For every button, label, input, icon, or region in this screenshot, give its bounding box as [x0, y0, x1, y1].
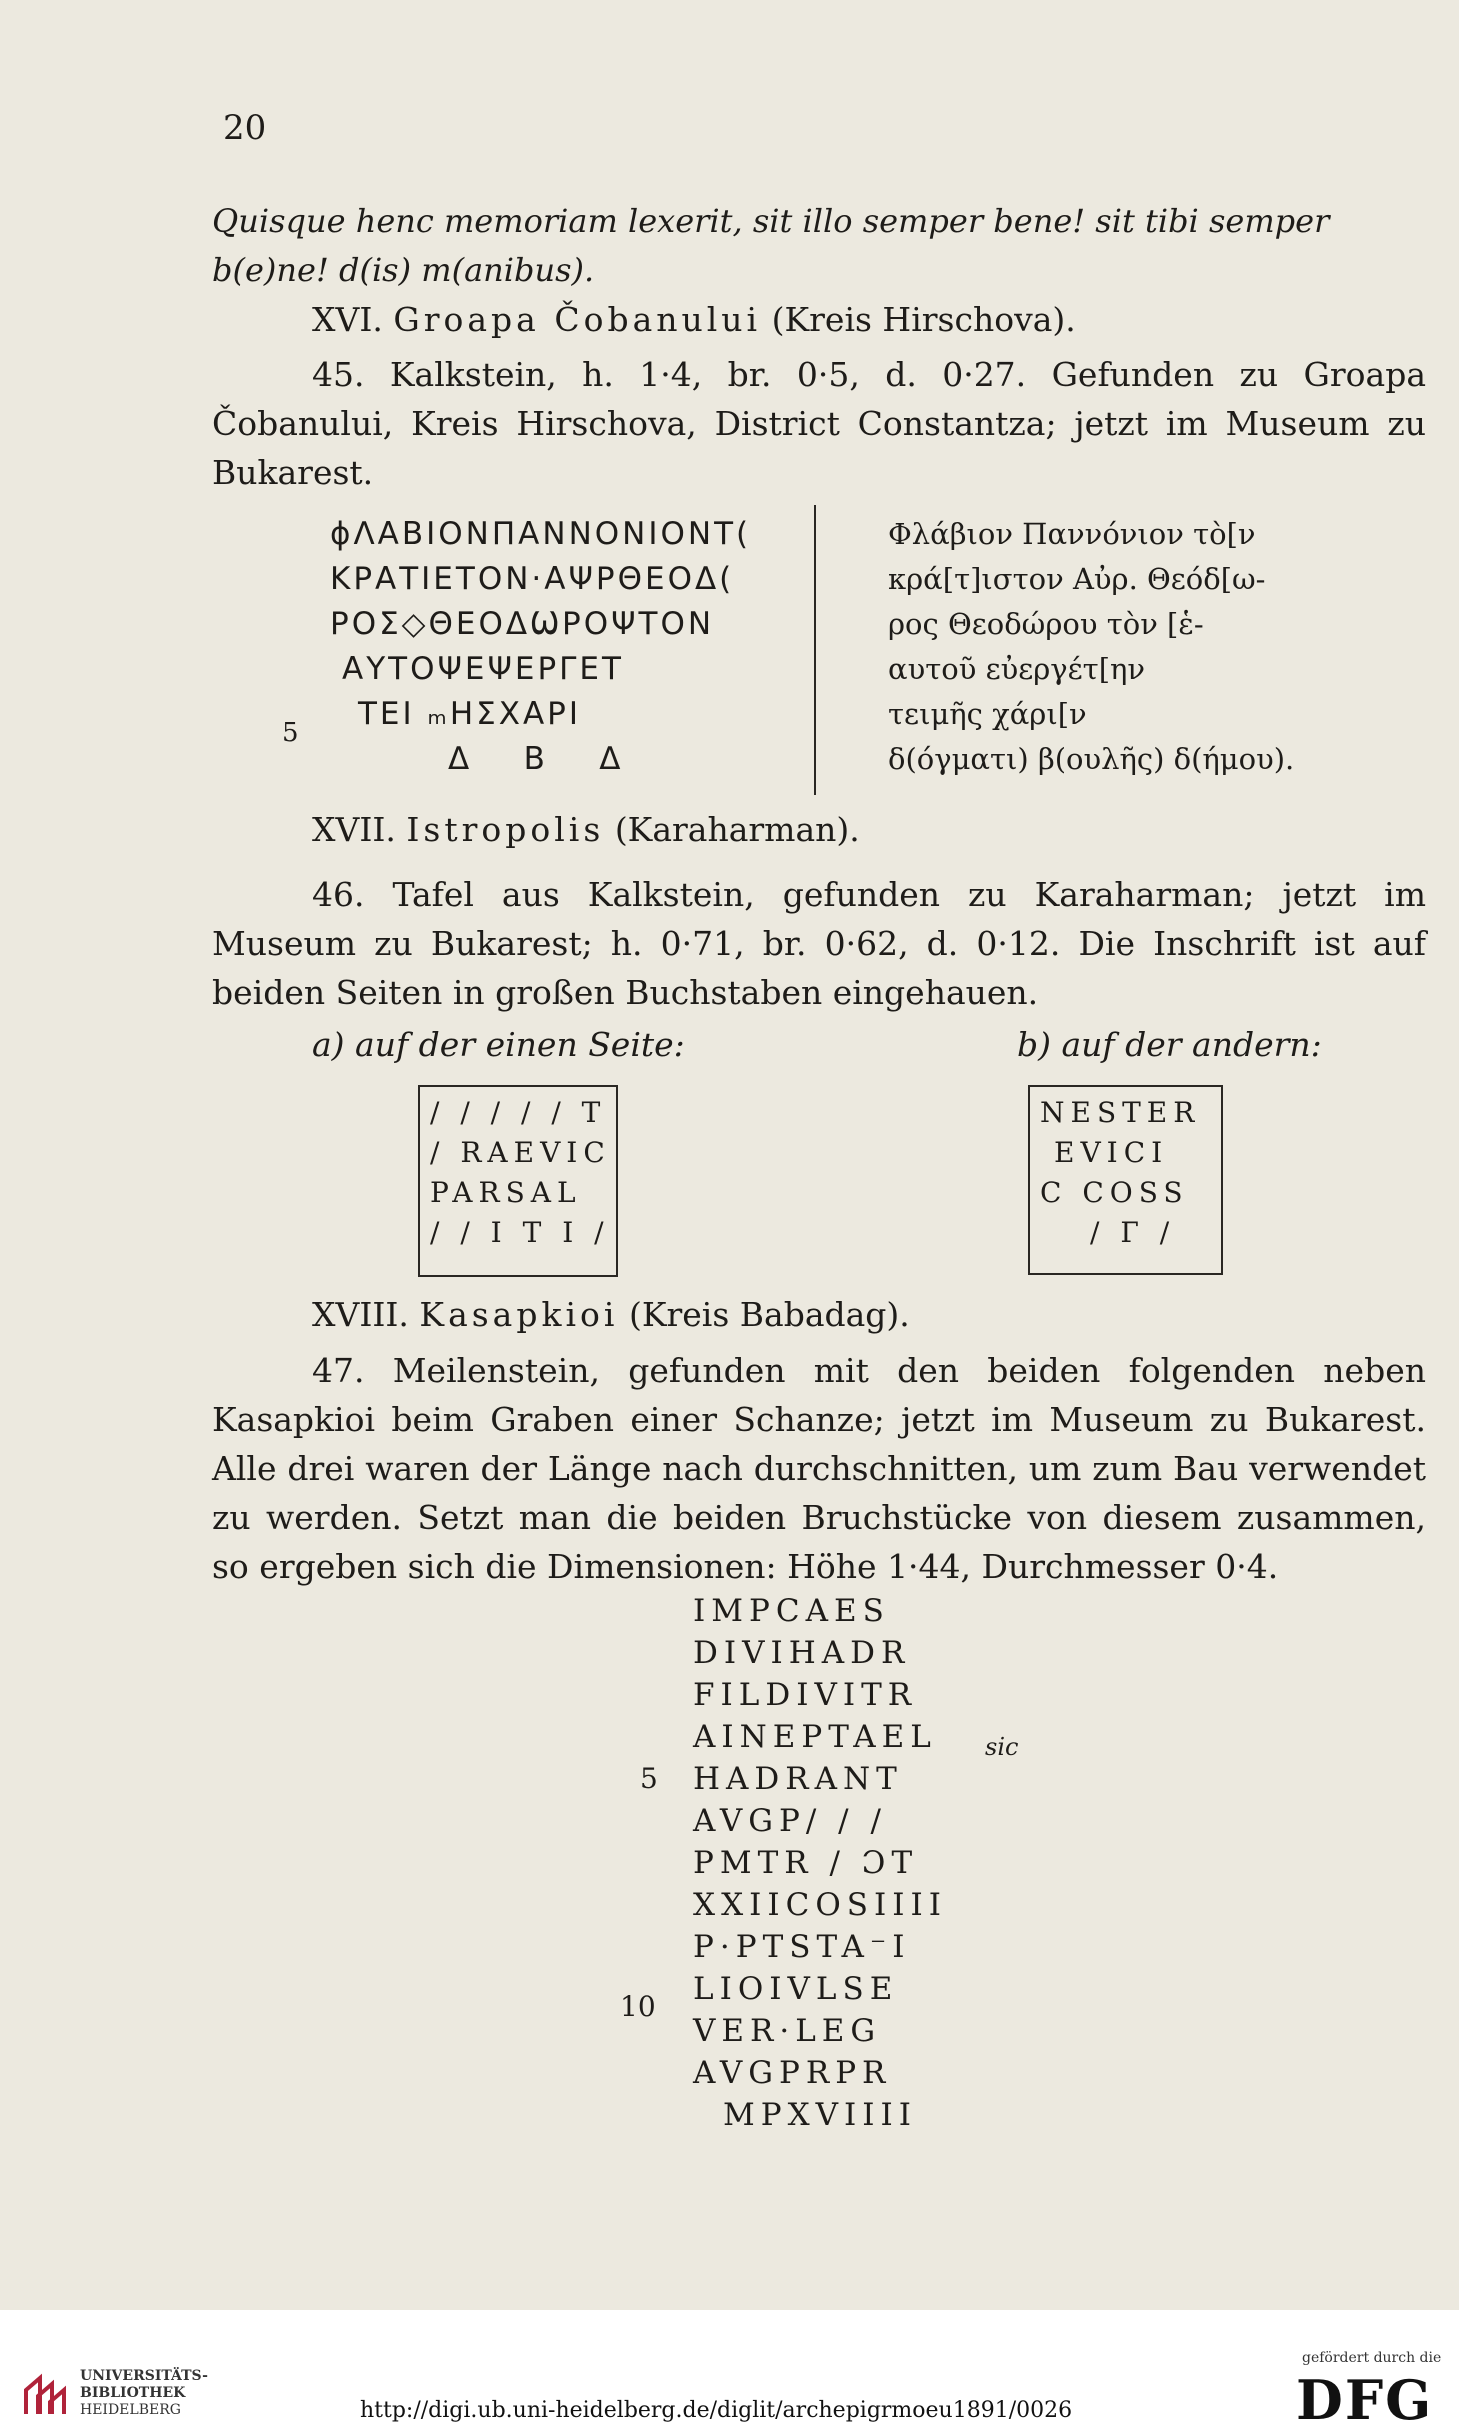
- latin-line: XXIICOSIIII: [693, 1887, 947, 1923]
- greek-line: Δ Β Δ: [448, 741, 624, 777]
- greek-line: ΑΥΤΟΨΕΨΕΡΓΕΤ: [342, 651, 624, 687]
- sic-note: sic: [985, 1733, 1019, 1761]
- university-logo-icon: [18, 2370, 70, 2422]
- greek-inscription: [330, 512, 840, 782]
- transcription-line: δ(όγματι) β(ουλῆς) δ(ήμου).: [888, 742, 1295, 776]
- latin-line: AVGPRPR: [693, 2055, 892, 2091]
- latin-line: AVGP/ / /: [693, 1803, 887, 1839]
- latin-line: P·PTSTA⁻I: [693, 1929, 911, 1965]
- library-name: UNIVERSITÄTS- BIBLIOTHEK HEIDELBERG: [80, 2368, 208, 2418]
- intro-text: [212, 197, 1426, 295]
- greek-line-number: 5: [282, 718, 299, 748]
- latin-line: HADRANT: [693, 1761, 903, 1797]
- greek-transcription: [888, 512, 1428, 782]
- side-a-line: / / I T I /: [430, 1216, 610, 1249]
- latin-line: AINEPTAEL: [693, 1719, 937, 1755]
- latin-line: LIOIVLSE: [693, 1971, 899, 2007]
- greek-line: ϕΛΑΒΙΟΝΠΑΝΝΟΝΙΟΝΤ(: [330, 516, 752, 552]
- dfg-logo: DFG: [1296, 2368, 1434, 2432]
- latin-line: VER·LEG: [693, 2013, 882, 2049]
- latin-line-number-10: 10: [620, 1990, 656, 2023]
- transcription-line: κρά[τ]ιστον Αὐρ. Θεόδ[ω-: [888, 562, 1266, 596]
- latin-line: DIVIHADR: [693, 1635, 911, 1671]
- source-url-link[interactable]: http://digi.ub.uni-heidelberg.de/diglit/archepigrmoeu1891/0026: [360, 2398, 1073, 2423]
- funded-by-label: gefördert durch die: [1302, 2350, 1442, 2366]
- side-a-label: a) auf der einen Seite:: [312, 1025, 685, 1064]
- side-b-line: EVICI: [1054, 1136, 1169, 1169]
- section-heading-16: XVI. Groapa Čobanului (Kreis Hirschova).: [312, 300, 1076, 339]
- entry-46-text: 46. Tafel aus Kalkstein, gefunden zu Karaharman; jetzt im Museum zu Bukarest; h. 0·71, br. 0·62, d. 0·12. Die Inschrift ist auf beiden Seiten in großen Buchstaben eingehauen.: [212, 875, 1426, 1012]
- transcription-line: Φλάβιον Παννόνιον τὸ[ν: [888, 517, 1256, 551]
- latin-line: MPXVIIII: [723, 2097, 918, 2133]
- side-b-line: NESTER: [1040, 1096, 1201, 1129]
- column-divider: [814, 505, 816, 795]
- side-a-line: / RAEVIC: [430, 1136, 611, 1169]
- entry-45-text: 45. Kalkstein, h. 1·4, br. 0·5, d. 0·27. Gefunden zu Groapa Čobanului, Kreis Hirschova, District Constantza; jetzt im Museum zu Bukarest.: [212, 355, 1426, 492]
- side-b-label: b) auf der andern:: [1017, 1025, 1322, 1064]
- inscription-side-a: [418, 1085, 618, 1277]
- side-a-line: / / / / / T: [430, 1096, 607, 1129]
- side-b-line: / Г /: [1090, 1216, 1176, 1249]
- latin-line: IMPCAES: [693, 1593, 890, 1629]
- transcription-line: ρος Θεοδώρου τὸν [ἑ-: [888, 607, 1204, 641]
- intro-line: Quisque henc memoriam lexerit, sit illo semper bene! sit tibi semper: [212, 202, 1330, 240]
- side-b-line: C COSS: [1040, 1176, 1189, 1209]
- transcription-line: αυτοῦ εὐεργέτ[ην: [888, 652, 1146, 686]
- entry-47-text: 47. Meilenstein, gefunden mit den beiden folgenden neben Kasapkioi beim Graben einer Schanze; jetzt im Museum zu Bukarest. Alle drei waren der Länge nach durchschnitten, um zum Bau verwendet zu werden. Setzt man die beiden Bruchstücke von diesem zusammen, so ergeben sich die Dimensionen: Höhe 1·44, Durchmesser 0·4.: [212, 1351, 1426, 1586]
- page-number: 20: [223, 108, 267, 148]
- latin-inscription: [693, 1590, 947, 2136]
- side-a-line: PARSAL: [430, 1176, 582, 1209]
- greek-line: ΡΟΣ◇ΘΕΟΔѠΡΟΨΤΟΝ: [330, 606, 715, 642]
- greek-line: ΚΡΑΤΙΕΤΟΝ·ΑΨΡΘΕΟΔ(: [330, 561, 735, 597]
- latin-line: PMTR / ƆT: [693, 1845, 919, 1881]
- section-heading-18: XVIII. Kasapkioi (Kreis Babadag).: [312, 1295, 910, 1334]
- inscription-side-b: [1028, 1085, 1223, 1275]
- latin-line: FILDIVITR: [693, 1677, 918, 1713]
- greek-line: ΤΕΙ ₘΗΣΧΑΡΙ: [358, 696, 582, 732]
- transcription-line: τειμῆς χάρι[ν: [888, 697, 1087, 731]
- latin-line-number-5: 5: [640, 1762, 658, 1795]
- intro-line: b(e)ne! d(is) m(anibus).: [212, 251, 595, 289]
- side-labels: [212, 1020, 1426, 1069]
- section-heading-17: XVII. Istropolis (Karaharman).: [312, 810, 860, 849]
